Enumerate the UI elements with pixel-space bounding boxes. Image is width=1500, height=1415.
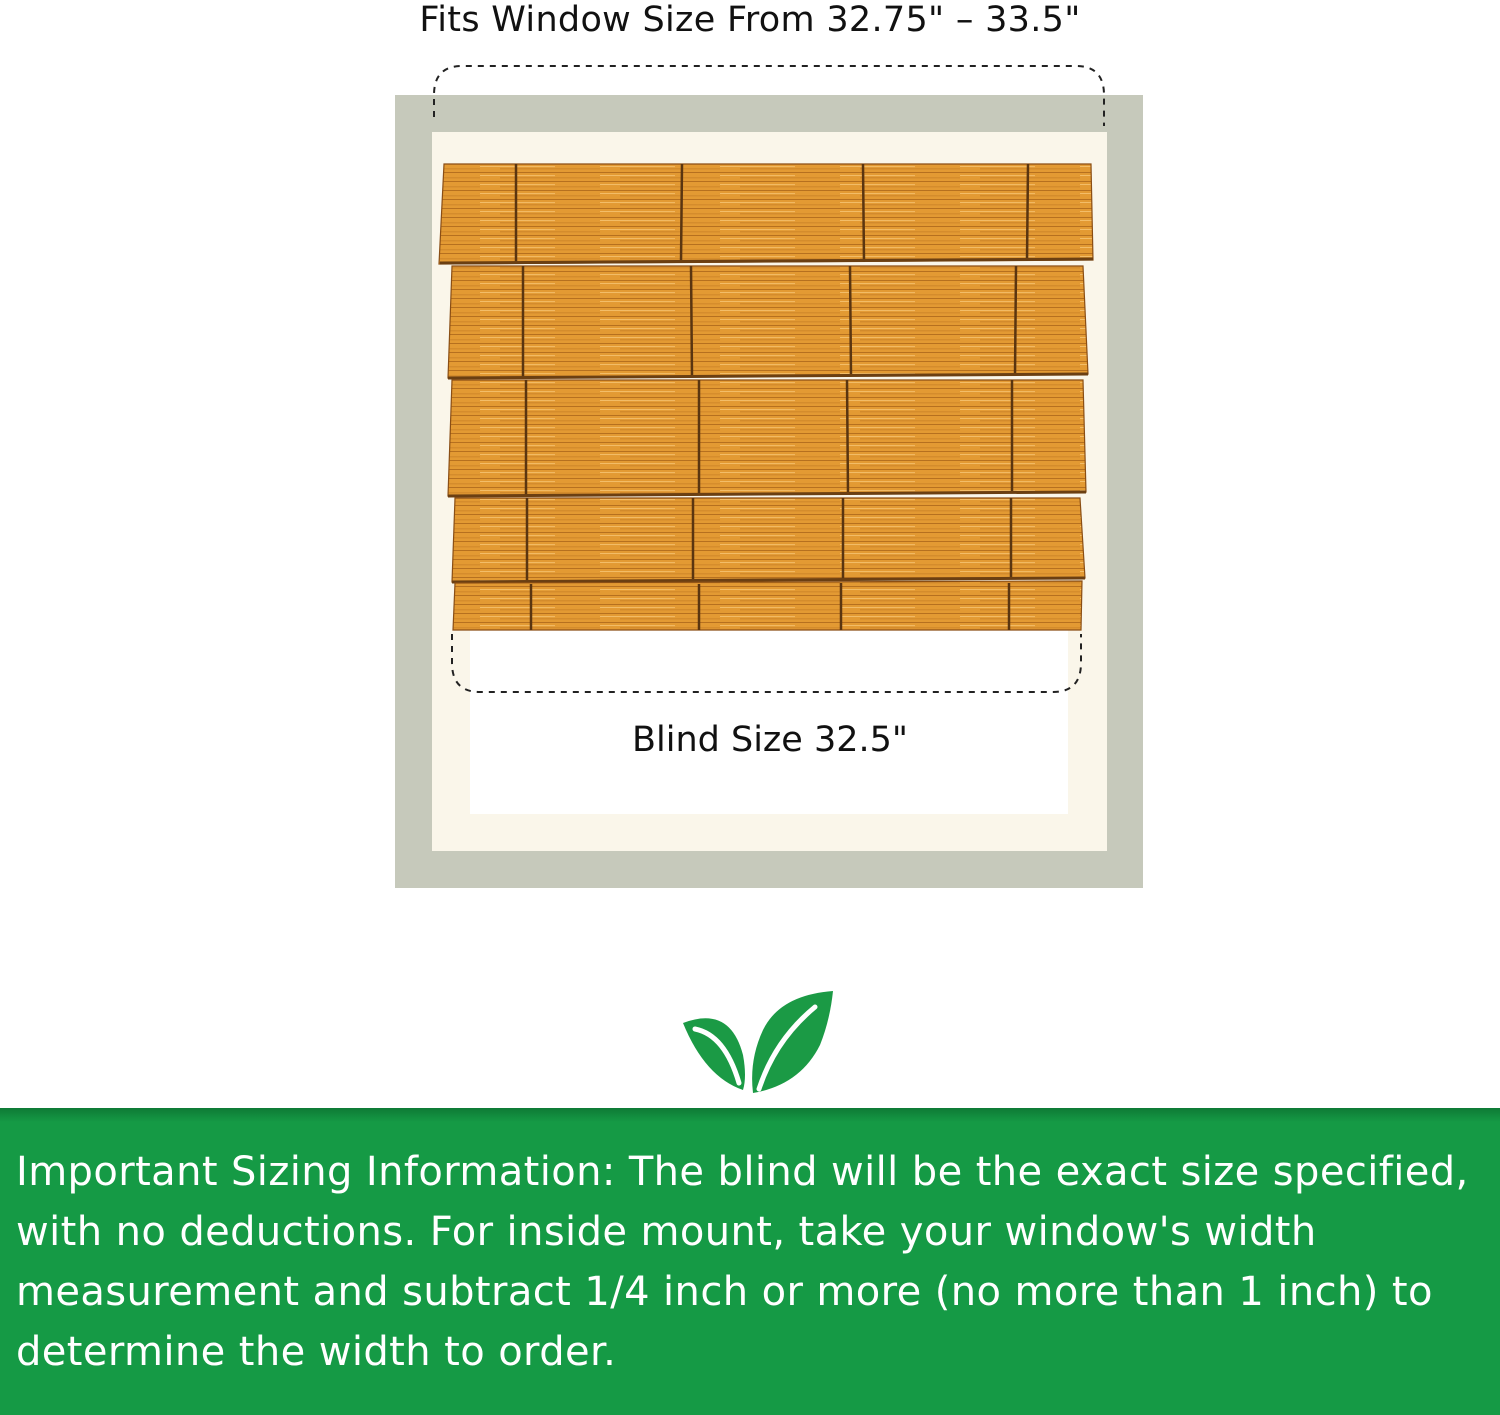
- leaf-icon: [675, 985, 840, 1100]
- window-range-label: Fits Window Size From 32.75" – 33.5": [419, 0, 1081, 40]
- sizing-info-text: Important Sizing Information: The blind will be the exact size specified, with no deductions. For inside mount, take your window's width measurement and subtract 1/4 inch or more (no more than 1 inch) to determine the width to order.: [16, 1149, 1469, 1375]
- banner-top-band: [0, 1108, 1500, 1122]
- sizing-info-banner: [0, 1108, 1500, 1415]
- blind-size-label: Blind Size 32.5": [632, 720, 908, 760]
- window-glass: [470, 620, 1068, 814]
- bamboo-blind: [439, 164, 1093, 630]
